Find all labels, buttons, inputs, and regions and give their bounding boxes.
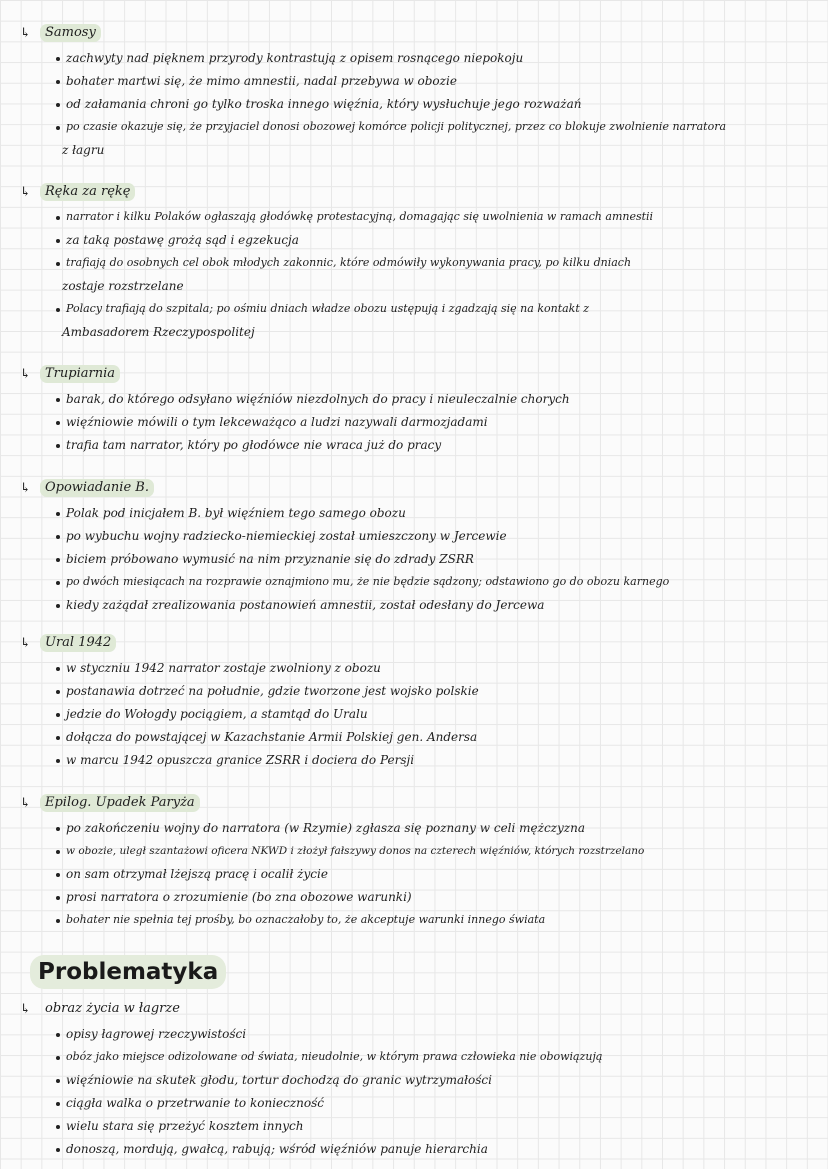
section-ural-1942 [0, 634, 828, 773]
section-subtitle: obraz życia w łagrze [45, 1001, 180, 1016]
list-item: Polacy trafiają do szpitala; po ośmiu dniach władze obozu ustępują i zgadzają się na kontakt z [0, 299, 828, 322]
list-item: bohater nie spełnia tej prośby, bo oznaczałoby to, że akceptuje warunki innego świata [0, 910, 828, 933]
list-item: po wybuchu wojny radziecko-niemieckiej został umieszczony w Jercewie [0, 526, 828, 549]
list-item: więźniowie na skutek głodu, tortur dochodzą do granic wytrzymałości [0, 1070, 828, 1093]
list-item: trafia tam narrator, który po głodówce nie wraca już do pracy [0, 435, 828, 458]
arrow-icon: ↳ [20, 26, 31, 41]
list-item: narrator i kilku Polaków ogłaszają głodówkę protestacyjną, domagając się uwolnienia w ramach amnestii [0, 207, 828, 230]
section-title: Ręka za rękę [40, 183, 135, 201]
section-trupiarnia [0, 365, 828, 458]
list-item: kiedy zażądał zrealizowania postanowień amnestii, został odesłany do Jercewa [0, 595, 828, 618]
list-item: za taką postawę grożą sąd i egzekucja [0, 230, 828, 253]
section-title: Samosy [40, 24, 101, 42]
list-item: prosi narratora o zrozumienie (bo zna obozowe warunki) [0, 887, 828, 910]
arrow-icon: ↳ [20, 636, 31, 651]
list-item: po dwóch miesiącach na rozprawie oznajmiono mu, że nie będzie sądzony; odstawiono go do obozu karnego [0, 572, 828, 595]
list-item: jedzie do Wołogdy pociągiem, a stamtąd do Uralu [0, 704, 828, 727]
list-item: Polak pod inicjałem B. był więźniem tego samego obozu [0, 503, 828, 526]
list-item: donoszą, mordują, gwałcą, rabują; wśród więźniów panuje hierarchia [0, 1139, 828, 1162]
section-epilog [0, 794, 828, 933]
list-item: więźniowie mówili o tym lekceważąco a ludzi nazywali darmozjadami [0, 412, 828, 435]
arrow-icon: ↳ [20, 185, 31, 200]
list-item: obóz jako miejsce odizolowane od świata, nieudolnie, w którym prawa człowieka nie obowiązują [0, 1047, 828, 1070]
list-item: opisy łagrowej rzeczywistości [0, 1024, 828, 1047]
list-item: biciem próbowano wymusić na nim przyznanie się do zdrady ZSRR [0, 549, 828, 572]
section-title: Opowiadanie B. [40, 479, 154, 497]
list-item: ciągła walka o przetrwanie to konieczność [0, 1093, 828, 1116]
section-title: Trupiarnia [40, 365, 120, 383]
section-title: Ural 1942 [40, 634, 116, 652]
list-item: wielu stara się przeżyć kosztem innych [0, 1116, 828, 1139]
list-item: barak, do którego odsyłano więźniów niezdolnych do pracy i nieuleczalnie chorych [0, 389, 828, 412]
list-item: bohater martwi się, że mimo amnestii, nadal przebywa w obozie [0, 71, 828, 94]
section-title: Epilog. Upadek Paryża [40, 794, 200, 812]
list-item: po czasie okazuje się, że przyjaciel donosi obozowej komórce policji politycznej, przez co blokuje zwolnienie narratora [0, 117, 828, 140]
list-item: od załamania chroni go tylko troska innego więźnia, który wysłuchuje jego rozważań [0, 94, 828, 117]
list-item: trafiają do osobnych cel obok młodych zakonnic, które odmówiły wykonywania pracy, po kilku dniach [0, 253, 828, 276]
list-item: w marcu 1942 opuszcza granice ZSRR i dociera do Persji [0, 750, 828, 773]
section-reka-za-reke [0, 183, 828, 345]
list-item-continuation: Ambasadorem Rzeczypospolitej [62, 325, 255, 339]
section-problematyka [0, 1000, 828, 1162]
list-item: zachwyty nad pięknem przyrody kontrastują z opisem rosnącego niepokoju [0, 48, 828, 71]
page-title: Problematyka [30, 955, 226, 989]
list-item: w obozie, uległ szantażowi oficera NKWD i złożył fałszywy donos na czterech więźniów, których rozstrzelano [0, 841, 828, 864]
arrow-icon: ↳ [20, 1002, 31, 1017]
section-samosy [0, 24, 828, 163]
list-item-continuation: z łagru [62, 143, 105, 157]
list-item: po zakończeniu wojny do narratora (w Rzymie) zgłasza się poznany w celi mężczyzna [0, 818, 828, 841]
list-item: postanawia dotrzeć na południe, gdzie tworzone jest wojsko polskie [0, 681, 828, 704]
arrow-icon: ↳ [20, 796, 31, 811]
arrow-icon: ↳ [20, 481, 31, 496]
list-item: w styczniu 1942 narrator zostaje zwolniony z obozu [0, 658, 828, 681]
arrow-icon: ↳ [20, 367, 31, 382]
list-item: dołącza do powstającej w Kazachstanie Armii Polskiej gen. Andersa [0, 727, 828, 750]
list-item-continuation: zostaje rozstrzelane [62, 279, 184, 293]
list-item: on sam otrzymał lżejszą pracę i ocalił życie [0, 864, 828, 887]
section-opowiadanie-b [0, 479, 828, 618]
